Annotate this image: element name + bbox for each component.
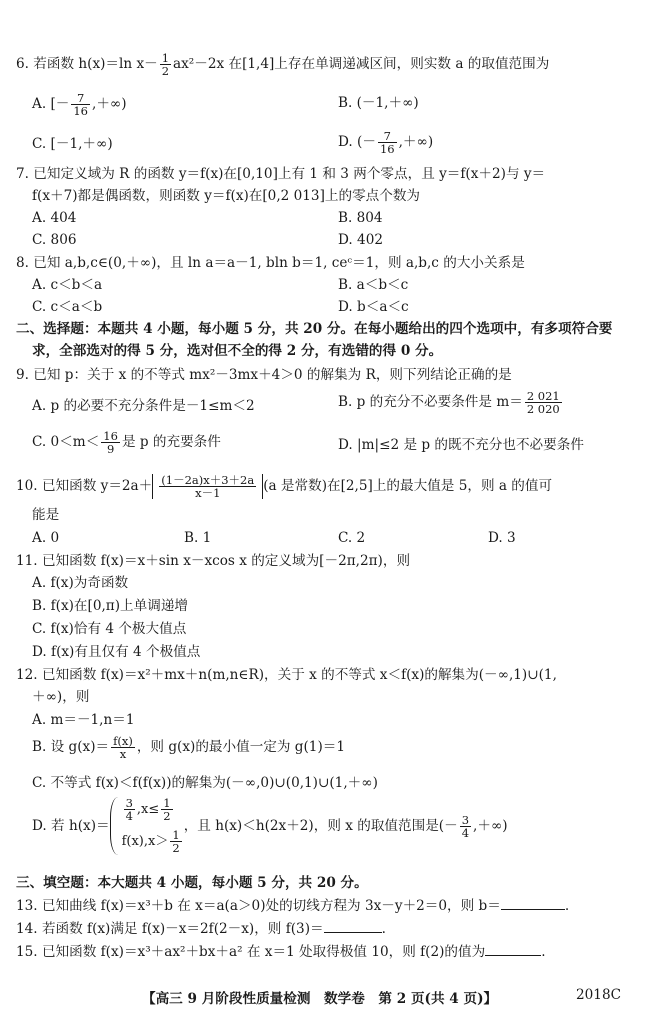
q10-abs <box>152 474 263 499</box>
q13 <box>16 895 634 917</box>
q9-option-d: D. |m|≤2 是 p 的既不充分也不必要条件 <box>338 437 584 453</box>
case-1 <box>122 797 184 823</box>
page-footer-title: 【高三 9 月阶段性质量检测 数学卷 第 2 页(共 4 页)】 <box>142 991 498 1007</box>
q10-stem <box>16 474 634 499</box>
section3-heading: 三、填空题：本大题共 4 小题，每小题 5 分，共 20 分。 <box>16 875 368 891</box>
q10-pre: 10. 已知函数 y＝2a＋ <box>16 478 153 494</box>
q8-stem: 8. 已知 a,b,c∈(0,＋∞)，且 ln a＝a－1, bln b＝1, ceᶜ＝1，则 a,b,c 的大小关系是 <box>16 255 525 271</box>
frac-den: 4 <box>125 809 133 823</box>
q6-stem-post: ax²－2x 在[1,4]上存在单调递减区间，则实数 a 的取值范围为 <box>173 56 550 72</box>
q13-end: . <box>564 898 570 914</box>
q6-option-b: B. (－1,＋∞) <box>338 95 419 111</box>
q9-option-c <box>32 430 221 455</box>
piecewise-brace <box>110 797 184 855</box>
q14-text: 14. 若函数 f(x)满足 f(x)－x＝2f(2－x)，则 f(3)＝ <box>16 921 324 937</box>
opt-post: ,＋∞) <box>398 134 434 150</box>
frac-num: (1－2a)x＋3＋2a <box>161 473 255 487</box>
frac-num: f(x) <box>113 734 133 748</box>
frac-den: x－1 <box>195 486 221 500</box>
q8-option-b: B. a＜b＜c <box>338 277 409 293</box>
frac-den: 2 <box>161 64 170 78</box>
case-cond-frac <box>170 829 181 854</box>
frac-num: 3 <box>461 812 470 827</box>
q7-option-b: B. 804 <box>338 210 383 226</box>
opt-frac <box>460 814 471 839</box>
q10-abs-frac <box>159 474 256 499</box>
q15 <box>16 941 634 963</box>
q14-end: . <box>381 921 386 937</box>
opt-pre: B. 设 g(x)＝ <box>32 739 110 755</box>
frac-num: 2 021 <box>526 389 560 403</box>
opt-mid: ，且 h(x)＜h(2x＋2)，则 x 的取值范围是(－ <box>183 818 458 834</box>
opt-frac <box>111 735 135 760</box>
q12-option-d <box>32 797 508 855</box>
q10-option-b: B. 1 <box>184 530 212 546</box>
frac-num: 7 <box>378 130 397 143</box>
q6-stem-pre: 6. 若函数 h(x)＝ln x－ <box>16 56 158 72</box>
q10-option-d: D. 3 <box>488 530 516 546</box>
frac-num: 1 <box>161 51 170 65</box>
frac-num: 3 <box>125 796 133 810</box>
frac-den: 2 <box>163 809 171 823</box>
frac-num: 16 <box>103 429 118 443</box>
q12-option-a: A. m＝－1,n＝1 <box>32 712 135 728</box>
q12-line2: ＋∞)，则 <box>32 689 90 705</box>
q15-end: . <box>541 944 546 960</box>
q10-option-c: C. 2 <box>338 530 366 546</box>
opt-pre: C. 0＜m＜ <box>32 434 100 450</box>
frac-den: x <box>119 747 127 761</box>
q6-option-c: C. [－1,＋∞) <box>32 136 113 152</box>
frac-den: 4 <box>461 825 470 840</box>
q13-text: 13. 已知曲线 f(x)＝x³＋b 在 x＝a(a＞0)处的切线方程为 3x－y＋2＝0，则 b＝ <box>16 898 501 914</box>
q7-option-d: D. 402 <box>338 232 384 248</box>
opt-frac <box>101 430 120 455</box>
q12-option-c: C. 不等式 f(x)＜f(f(x))的解集为(－∞,0)∪(0,1)∪(1,＋∞) <box>32 775 378 791</box>
opt-post: 是 p 的充要条件 <box>121 434 221 450</box>
case-cond: ,x≤ <box>136 802 160 817</box>
q7-option-a: A. 404 <box>32 210 77 226</box>
q8-option-c: C. c＜a＜b <box>32 299 103 315</box>
frac-den: 9 <box>106 442 115 456</box>
q10-post: (a 是常数)在[2,5]上的最大值是 5，则 a 的值可 <box>263 478 553 494</box>
opt-frac <box>378 130 397 155</box>
q10-line2: 能是 <box>32 507 60 523</box>
frac-den: 2 <box>172 841 180 855</box>
frac-num: 7 <box>71 92 90 105</box>
opt-frac <box>525 390 562 415</box>
section2-line2: 求，全部选对的得 5 分，选对但不全的得 2 分，有选错的得 0 分。 <box>32 343 443 359</box>
frac-num: 1 <box>163 796 171 810</box>
q6-stem <box>16 52 634 77</box>
page-footer-code: 2018C <box>576 987 621 1003</box>
q13-answer-blank[interactable] <box>501 895 565 910</box>
q11-option-c: C. f(x)恰有 4 个极大值点 <box>32 621 187 637</box>
q12-line1: 12. 已知函数 f(x)＝x²＋mx＋n(m,n∈R)，关于 x 的不等式 x＜f(x)的解集为(－∞,1)∪(1, <box>16 667 557 683</box>
q10-option-a: A. 0 <box>32 530 60 546</box>
q7-option-c: C. 806 <box>32 232 77 248</box>
q14-answer-blank[interactable] <box>324 918 382 933</box>
q7-line2: f(x＋7)都是偶函数，则函数 y＝f(x)在[0,2 013]上的零点个数为 <box>32 188 421 204</box>
opt-pre: D. (－ <box>338 134 376 150</box>
opt-post: ，则 g(x)的最小值一定为 g(1)＝1 <box>136 739 346 755</box>
case-cond: f(x),x＞ <box>121 834 169 849</box>
opt-pre: D. 若 h(x)＝ <box>32 818 110 834</box>
q8-option-a: A. c＜b＜a <box>32 277 103 293</box>
brace-mark <box>110 797 119 855</box>
frac-num: 1 <box>172 828 180 842</box>
frac-den: 2 020 <box>526 402 560 416</box>
case-2 <box>122 829 184 855</box>
q9-option-b <box>338 390 564 415</box>
q9-option-a: A. p 的必要不充分条件是－1≤m＜2 <box>32 398 255 414</box>
q6-stem-frac <box>160 52 171 77</box>
q6-option-a <box>32 92 127 117</box>
case-frac <box>124 797 135 822</box>
opt-pre: A. [－ <box>32 96 70 112</box>
opt-pre: B. p 的充分不必要条件是 m＝ <box>338 394 523 410</box>
opt-frac <box>71 92 90 117</box>
q14 <box>16 918 634 940</box>
q15-text: 15. 已知函数 f(x)＝x³＋ax²＋bx＋a² 在 x＝1 处取得极值 10，则 f(2)的值为 <box>16 944 486 960</box>
frac-den: 16 <box>379 142 395 156</box>
case-cond-frac <box>161 797 172 822</box>
q11-option-d: D. f(x)有且仅有 4 个极值点 <box>32 644 201 660</box>
q15-answer-blank[interactable] <box>485 941 541 956</box>
q6-option-d <box>338 130 433 155</box>
opt-post: ,＋∞) <box>92 96 127 112</box>
q9-stem: 9. 已知 p：关于 x 的不等式 mx²－3mx＋4＞0 的解集为 R，则下列结论正确的是 <box>16 367 512 383</box>
q11-option-a: A. f(x)为奇函数 <box>32 575 129 591</box>
q12-option-b <box>32 735 345 760</box>
q8-option-d: D. b＜a＜c <box>338 299 409 315</box>
q7-line1: 7. 已知定义域为 R 的函数 y＝f(x)在[0,10]上有 1 和 3 两个零点，且 y＝f(x＋2)与 y＝ <box>16 166 546 182</box>
section2-line1: 二、选择题：本题共 4 小题，每小题 5 分，共 20 分。在每小题给出的四个选项中，有多项符合要 <box>16 321 613 337</box>
q11-option-b: B. f(x)在[0,π)上单调递增 <box>32 598 189 614</box>
q11-stem: 11. 已知函数 f(x)＝x＋sin x－xcos x 的定义域为[－2π,2π)，则 <box>16 553 411 569</box>
opt-post: ,＋∞) <box>473 818 508 834</box>
frac-den: 16 <box>73 104 88 118</box>
